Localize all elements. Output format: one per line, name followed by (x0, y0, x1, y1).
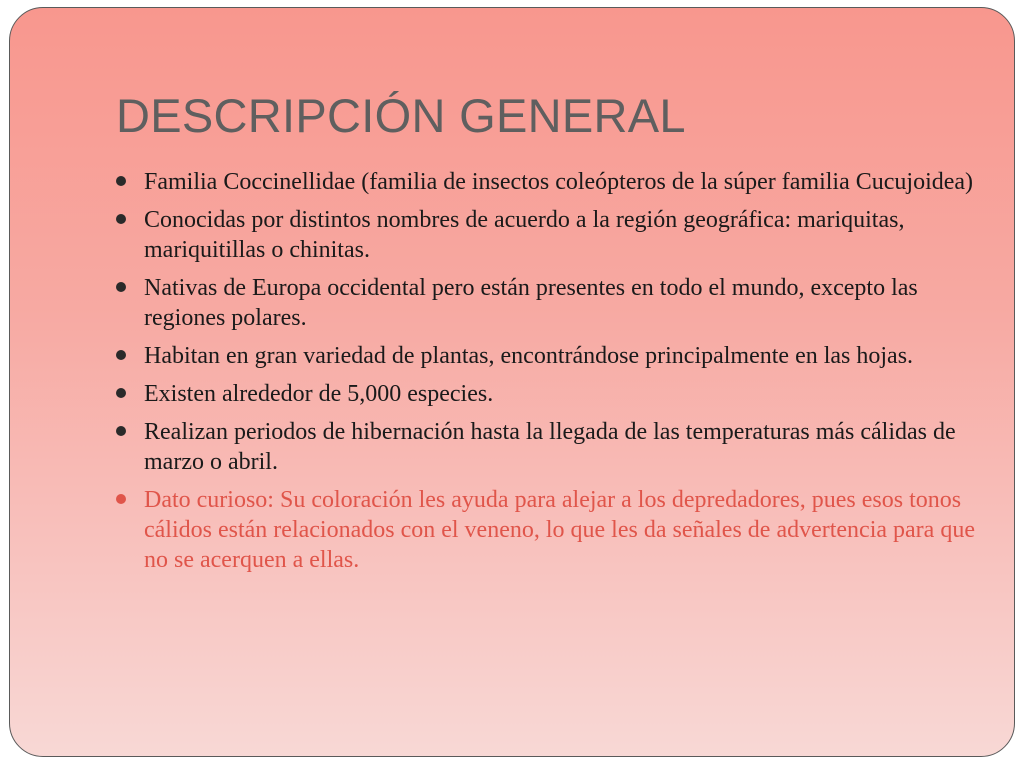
bullet-item (116, 417, 976, 477)
bullet-list (116, 167, 976, 583)
bullet-item-highlight (116, 485, 976, 575)
bullet-item (116, 341, 976, 371)
bullet-text: Familia Coccinellidae (familia de insectos coleópteros de la súper familia Cucujoidea) (144, 169, 974, 195)
bullet-text: Habitan en gran variedad de plantas, encontrándose principalmente en las hojas. (144, 343, 914, 369)
bullet-text: Realizan periodos de hibernación hasta la llegada de las temperaturas más cálidas de marzo o abril. (144, 419, 956, 475)
slide (9, 7, 1015, 757)
bullet-item (116, 273, 976, 333)
bullet-item (116, 379, 976, 409)
bullet-dot-icon (116, 214, 126, 224)
bullet-text: Existen alrededor de 5,000 especies. (144, 381, 494, 407)
bullet-dot-icon (116, 176, 126, 186)
bullet-text: Dato curioso: Su coloración les ayuda para alejar a los depredadores, pues esos tonos cálidos están relacionados con el veneno, lo que les da señales de advertencia para que no se acerquen a ellas. (144, 487, 975, 573)
slide-title: DESCRIPCIÓN GENERAL (116, 89, 686, 142)
bullet-dot-icon (116, 350, 126, 360)
bullet-dot-icon (116, 282, 126, 292)
bullet-dot-icon (116, 494, 126, 504)
bullet-text: Conocidas por distintos nombres de acuerdo a la región geográfica: mariquitas, mariquitillas o chinitas. (144, 207, 905, 263)
bullet-item (116, 167, 976, 197)
bullet-dot-icon (116, 426, 126, 436)
bullet-item (116, 205, 976, 265)
bullet-dot-icon (116, 388, 126, 398)
bullet-text: Nativas de Europa occidental pero están presentes en todo el mundo, excepto las regiones polares. (144, 275, 918, 331)
